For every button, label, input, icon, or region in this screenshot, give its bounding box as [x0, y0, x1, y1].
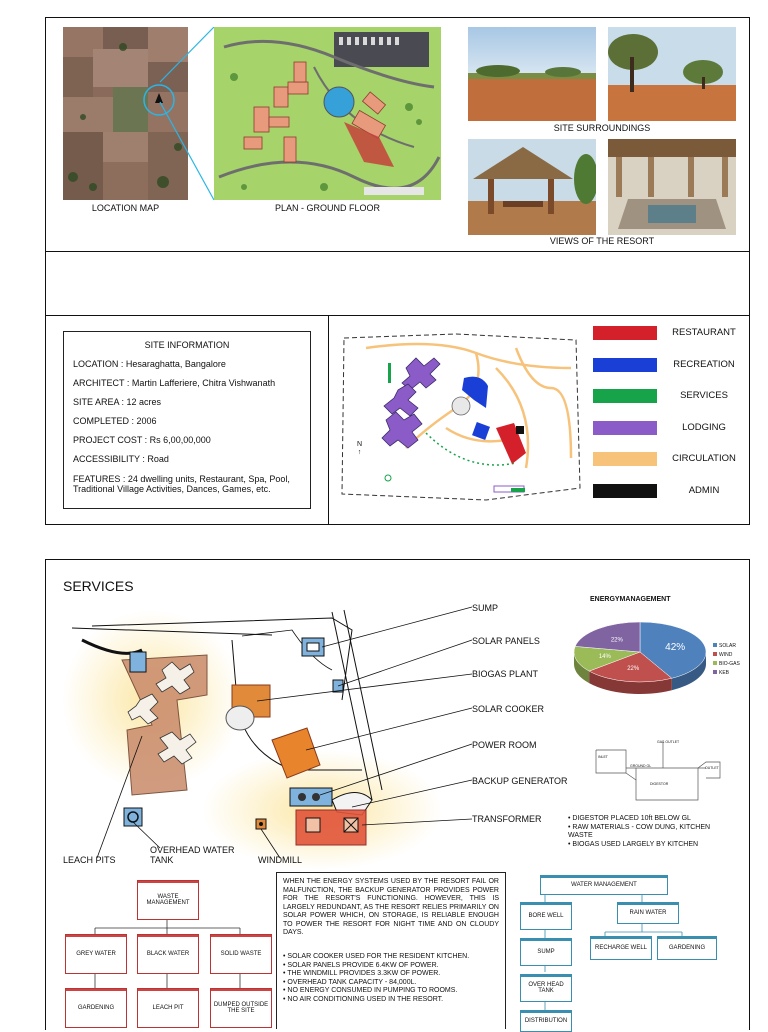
legend-label-lodging: LODGING	[682, 421, 726, 433]
transformer-label: TRANSFORMER	[472, 814, 542, 824]
energy-chart-title: ENERGYMANAGEMENT	[590, 596, 671, 603]
surroundings-caption: SITE SURROUNDINGS	[553, 123, 651, 133]
site-information-box	[63, 331, 311, 509]
overhead-tank-node: OVER HEAD TANK	[520, 974, 572, 1002]
pie-legend-label: KEB	[719, 670, 730, 676]
gardening-node: GARDENING	[65, 988, 127, 1028]
water-management-node: WATER MANAGEMENT	[540, 875, 668, 895]
solar-cooker-label: SOLAR COOKER	[472, 704, 545, 714]
site-info-area: SITE AREA : 12 acres	[73, 397, 162, 407]
digestor-label-digestor: DIGESTOR	[650, 782, 669, 786]
site-info-cost: PROJECT COST : Rs 6,00,00,000	[73, 435, 211, 445]
pie-legend-item-solar	[713, 642, 740, 651]
grey-water-node: GREY WATER	[65, 934, 127, 974]
solar-panels-label: SOLAR PANELS	[472, 636, 540, 646]
map-zoom-lines	[150, 27, 220, 202]
site-info-architect: ARCHITECT : Martin Lafferiere, Chitra Vishwanath	[73, 378, 276, 388]
black-water-node: BLACK WATER	[137, 934, 199, 974]
legend-swatch-lodging	[593, 421, 657, 435]
energy-pie-legend	[713, 642, 740, 678]
legend-swatch-admin	[593, 484, 657, 498]
pie-legend-swatch	[713, 670, 717, 674]
legend-label-circulation: CIRCULATION	[672, 453, 736, 465]
legend-label-admin: ADMIN	[688, 485, 720, 496]
backup-paragraph: WHEN THE ENERGY SYSTEMS USED BY THE RESORT FAIL OR MALFUNCTION, THE BACKUP GENERATOR PROVIDES POWER FOR THE RESORT'S FUNCTIONING. HOWEVER, THIS IS LARGELY REDUNDANT, AS THE RESORT RELIES PRIMARILY ON SOLAR POWER WHICH, ON STORAGE, IS RELIABLE ENOUGH TO POWER THE RESORT FOR NIGHT TIME AND ON CLOUDY DAYS.	[283, 878, 499, 936]
site-info-completed: COMPLETED : 2006	[73, 416, 157, 426]
ground-floor-plan-image	[214, 27, 441, 200]
overhead-tank-label	[150, 845, 235, 865]
pie-legend-item-keb	[713, 669, 740, 678]
pie-legend-label: SOLAR	[719, 643, 736, 649]
digestor-diagram	[588, 738, 728, 810]
digestor-note-2: • RAW MATERIALS - COW DUNG, KITCHEN	[568, 823, 711, 831]
services-site-plan	[62, 600, 482, 870]
pie-legend-swatch	[713, 661, 717, 665]
legend-swatch-restaurant	[593, 326, 657, 340]
windmill-label: WINDMILL	[258, 855, 303, 865]
north-arrow	[357, 441, 362, 457]
zoning-diagram	[336, 328, 582, 508]
energy-bullet-5: • NO ENERGY CONSUMED IN PUMPING TO ROOMS.	[283, 987, 458, 994]
distribution-node: DISTRIBUTION	[520, 1010, 572, 1032]
site-info-features: FEATURES : 24 dwelling units, Restaurant, Spa, Pool,	[73, 474, 290, 484]
digestor-label-gas-outlet: GAS OUTLET	[657, 740, 680, 744]
pie-data-label-solar: 42%	[665, 641, 686, 653]
pie-data-label-bio-gas: 14%	[598, 654, 611, 661]
pie-legend-label: WIND	[719, 652, 733, 658]
power-room-label: POWER ROOM	[472, 740, 537, 750]
leach-pit-node: LEACH PIT	[137, 988, 199, 1028]
legend-label-restaurant: RESTAURANT	[672, 327, 736, 338]
pie-legend-item-wind	[713, 651, 740, 660]
digestor-label-outlet: OUTLET	[705, 766, 719, 770]
legend-label-recreation: RECREATION	[673, 358, 735, 370]
legend-swatch-recreation	[593, 358, 657, 372]
recharge-well-node: RECHARGE WELL	[590, 936, 652, 960]
site-info-title: SITE INFORMATION	[144, 340, 230, 350]
digestor-note-1: • DIGESTOR PLACED 10ft BELOW GL	[568, 815, 691, 822]
north-label: N	[357, 441, 363, 448]
legend-swatch-services	[593, 389, 657, 403]
digestor-label-inlet: INLET	[598, 755, 608, 759]
biogas-plant-label: BIOGAS PLANT	[472, 669, 539, 679]
overhead-tank-label-1: OVERHEAD WATER	[150, 845, 235, 855]
resort-view-photo-2	[608, 139, 736, 235]
solid-waste-node: SOLID WASTE	[210, 934, 272, 974]
surroundings-photo-2	[608, 27, 736, 121]
overhead-tank-label-2: TANK	[150, 855, 174, 865]
pie-legend-label: BIO-GAS	[719, 661, 740, 667]
site-info-features-cont: Traditional Village Activities, Dances, Games, etc.	[73, 484, 271, 494]
legend-swatch-circulation	[593, 452, 657, 466]
pie-legend-swatch	[713, 652, 717, 656]
divider	[45, 315, 750, 316]
energy-bullet-1: • SOLAR COOKER USED FOR THE RESIDENT KITCHEN.	[283, 953, 470, 960]
digestor-note-3: WASTE	[568, 832, 593, 839]
sump-label: SUMP	[472, 603, 499, 613]
digestor-notes	[568, 815, 748, 849]
plan-caption: PLAN - GROUND FLOOR	[274, 203, 380, 213]
gardening-water-node: GARDENING	[657, 936, 717, 960]
legend-label-services: SERVICES	[680, 390, 728, 402]
energy-bullets	[283, 953, 499, 1004]
views-caption: VIEWS OF THE RESORT	[549, 236, 655, 246]
surroundings-photo-1	[468, 27, 596, 121]
energy-bullet-6: • NO AIR CONDITIONING USED IN THE RESORT.	[283, 995, 444, 1003]
energy-bullet-3: • THE WINDMILL PROVIDES 3.3KW OF POWER.	[283, 970, 441, 977]
digestor-note-4: • BIOGAS USED LARGELY BY KITCHEN	[568, 840, 699, 848]
pie-legend-swatch	[713, 643, 717, 647]
site-info-location: LOCATION : Hesaraghatta, Bangalore	[73, 359, 226, 369]
pie-data-label-keb: 22%	[610, 637, 623, 644]
backup-note-box	[276, 872, 506, 1029]
location-map-caption: LOCATION MAP	[91, 203, 160, 213]
pie-legend-item-bio-gas	[713, 660, 740, 669]
north-arrow-icon: ↑	[357, 449, 362, 456]
site-info-accessibility: ACCESSIBILITY : Road	[73, 454, 169, 464]
sump-node: SUMP	[520, 938, 572, 966]
backup-generator-label: BACKUP GENERATOR	[472, 776, 568, 786]
energy-pie-chart	[570, 612, 710, 707]
waste-management-node: WASTE MANAGEMENT	[137, 880, 199, 920]
digestor-label-ground: GROUND GL	[630, 764, 652, 768]
divider	[45, 251, 750, 252]
resort-view-photo-1	[468, 139, 596, 235]
dumped-outside-node: DUMPED OUTSIDE THE SITE	[210, 988, 272, 1028]
rain-water-node: RAIN WATER	[617, 902, 679, 924]
services-title: SERVICES	[63, 578, 134, 594]
pie-data-label-wind: 22%	[627, 666, 640, 673]
energy-bullet-2: • SOLAR PANELS PROVIDE 6.4KW OF POWER.	[283, 961, 439, 969]
bore-well-node: BORE WELL	[520, 902, 572, 930]
divider	[328, 315, 329, 524]
leach-pits-label: LEACH PITS	[63, 855, 116, 865]
energy-bullet-4: • OVERHEAD TANK CAPACITY - 84,000L.	[283, 978, 417, 986]
